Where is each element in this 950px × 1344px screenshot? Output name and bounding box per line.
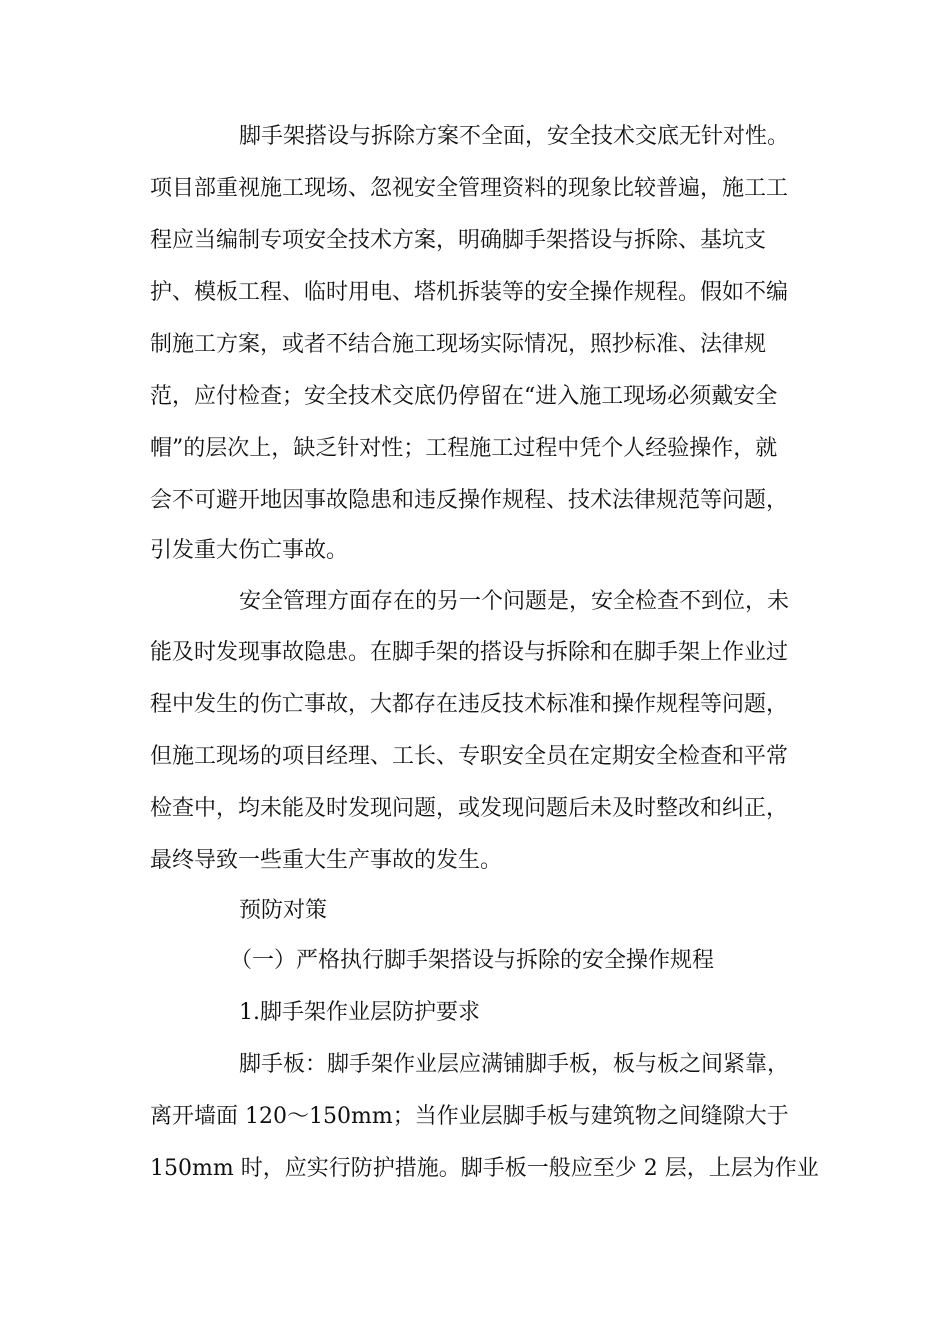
paragraph-line: 最终导致一些重大生产事故的发生。 [150, 848, 503, 873]
paragraph-line: 会不可避开地因事故隐患和违反操作规程、技术法律规范等问题， [150, 488, 789, 513]
paragraph-line: 范，应付检查；安全技术交底仍停留在“进入施工现场必须戴安全 [150, 384, 778, 409]
paragraph-line: 安全管理方面存在的另一个问题是，安全检查不到位，未 [239, 589, 790, 614]
paragraph-line: 护、模板工程、临时用电、塔机拆装等的安全操作规程。假如不编 [150, 280, 789, 305]
paragraph-line: 程中发生的伤亡事故，大都存在违反技术标准和操作规程等问题， [150, 692, 789, 717]
paragraph-line: 脚手板：脚手架作业层应满铺脚手板，板与板之间紧靠， [239, 1052, 790, 1077]
item-heading: 1.脚手架作业层防护要求 [239, 1000, 480, 1025]
paragraph-line: 引发重大伤亡事故。 [150, 538, 349, 563]
paragraph-line: 150mm 时，应实行防护措施。脚手板一般应至少 2 层，上层为作业 [150, 1156, 819, 1181]
paragraph-line: 能及时发现事故隐患。在脚手架的搭设与拆除和在脚手架上作业过 [150, 640, 789, 665]
paragraph-line: 项目部重视施工现场、忽视安全管理资料的现象比较普遍，施工工 [150, 176, 789, 201]
section-heading: 预防对策 [239, 898, 328, 923]
subsection-heading: （一）严格执行脚手架搭设与拆除的安全操作规程 [230, 948, 715, 973]
paragraph-line: 程应当编制专项安全技术方案，明确脚手架搭设与拆除、基坑支 [150, 228, 767, 253]
paragraph-line: 帽”的层次上，缺乏针对性；工程施工过程中凭个人经验操作，就 [150, 436, 778, 461]
paragraph-line: 但施工现场的项目经理、工长、专职安全员在定期安全检查和平常 [150, 744, 789, 769]
paragraph-line: 检查中，均未能及时发现问题，或发现问题后未及时整改和纠正， [150, 796, 789, 821]
paragraph-line: 制施工方案，或者不结合施工现场实际情况，照抄标准、法律规 [150, 332, 767, 357]
paragraph-line: 离开墙面 120～150mm；当作业层脚手板与建筑物之间缝隙大于 [150, 1104, 789, 1129]
paragraph-line: 脚手架搭设与拆除方案不全面，安全技术交底无针对性。 [239, 124, 790, 149]
